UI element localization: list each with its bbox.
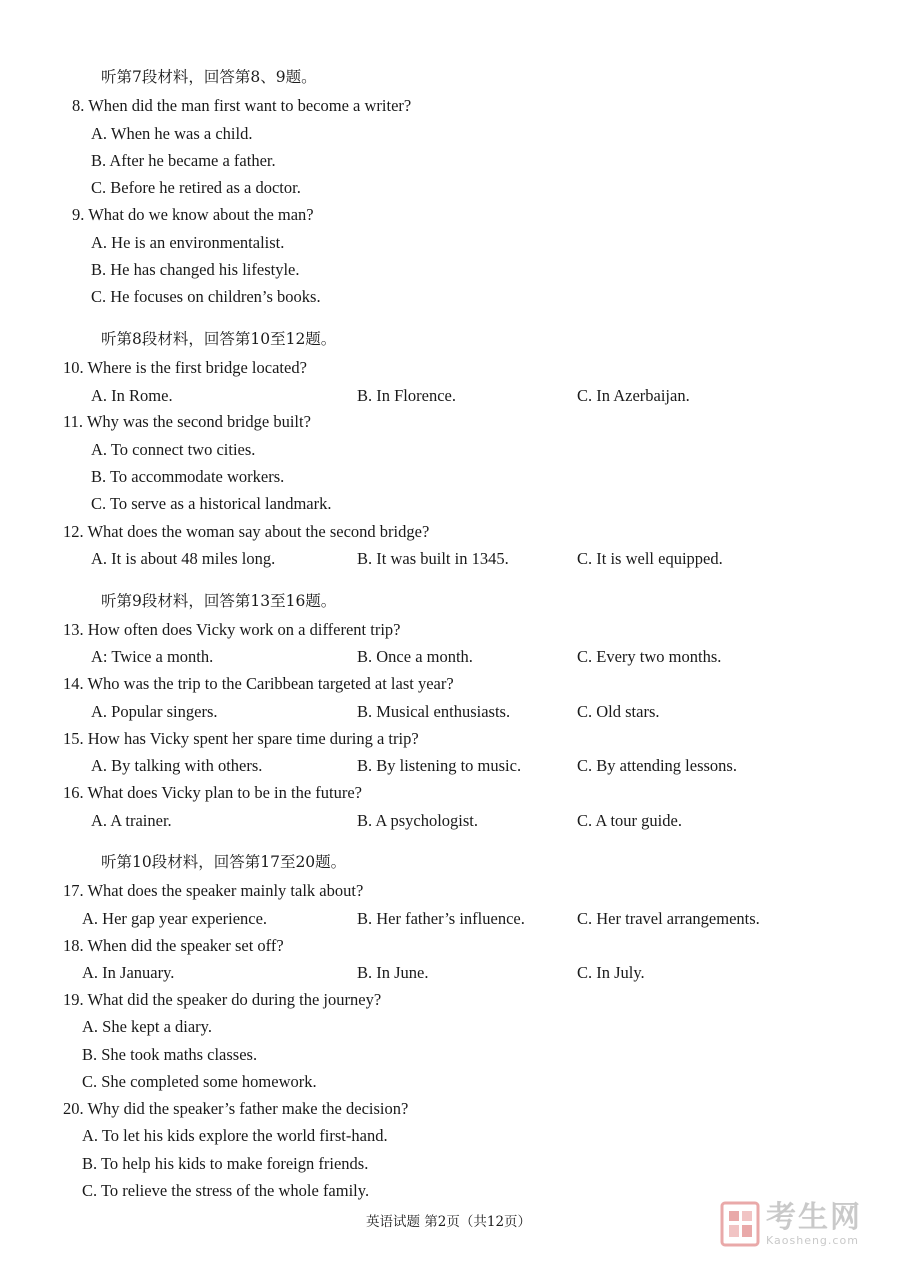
option: A. To connect two cities. bbox=[91, 440, 256, 459]
question-18: 18. When did the speaker set off? bbox=[63, 936, 284, 955]
page-footer: 英语试题 第2页（共12页） bbox=[366, 1214, 532, 1230]
option: B. Her father’s influence. bbox=[357, 909, 525, 928]
question-13: 13. How often does Vicky work on a different trip? bbox=[63, 620, 401, 639]
option: A. To let his kids explore the world first-hand. bbox=[82, 1126, 388, 1145]
option: A. A trainer. bbox=[91, 811, 172, 830]
option: B. Once a month. bbox=[357, 647, 473, 666]
question-12: 12. What does the woman say about the second bridge? bbox=[63, 522, 430, 541]
question-19: 19. What did the speaker do during the journey? bbox=[63, 990, 382, 1009]
option: A. Her gap year experience. bbox=[82, 909, 268, 928]
option: C. She completed some homework. bbox=[82, 1072, 317, 1091]
option: B. To accommodate workers. bbox=[91, 467, 285, 486]
option: B. He has changed his lifestyle. bbox=[91, 260, 300, 279]
option: B. It was built in 1345. bbox=[357, 549, 509, 568]
option: A. By talking with others. bbox=[91, 756, 263, 775]
option: A. Popular singers. bbox=[91, 702, 218, 721]
option: B. To help his kids to make foreign friends. bbox=[82, 1154, 369, 1173]
option: A. It is about 48 miles long. bbox=[91, 549, 276, 568]
option: C. Every two months. bbox=[577, 647, 722, 666]
option: C. Old stars. bbox=[577, 702, 660, 721]
question-16: 16. What does Vicky plan to be in the future? bbox=[63, 783, 362, 802]
section-heading: 听第10段材料，回答第17至20题。 bbox=[101, 853, 347, 871]
watermark-logo bbox=[720, 1201, 880, 1251]
option: A: Twice a month. bbox=[91, 647, 214, 666]
option: C. It is well equipped. bbox=[577, 549, 723, 568]
kaosheng-logo-icon bbox=[720, 1201, 760, 1247]
option: C. To relieve the stress of the whole family. bbox=[82, 1181, 370, 1200]
option: B. She took maths classes. bbox=[82, 1045, 258, 1064]
option: A. In Rome. bbox=[91, 386, 173, 405]
option: C. To serve as a historical landmark. bbox=[91, 494, 332, 513]
option: C. In Azerbaijan. bbox=[577, 386, 690, 405]
watermark-url: Kaosheng.com bbox=[766, 1234, 859, 1247]
question-20: 20. Why did the speaker’s father make the decision? bbox=[63, 1099, 409, 1118]
question-9: 9. What do we know about the man? bbox=[72, 205, 314, 224]
option: C. He focuses on children’s books. bbox=[91, 287, 321, 306]
question-14: 14. Who was the trip to the Caribbean targeted at last year? bbox=[63, 674, 454, 693]
question-8: 8. When did the man first want to become a writer? bbox=[72, 96, 412, 115]
option: A. In January. bbox=[82, 963, 175, 982]
option: B. After he became a father. bbox=[91, 151, 276, 170]
option: B. A psychologist. bbox=[357, 811, 479, 830]
option: C. Before he retired as a doctor. bbox=[91, 178, 301, 197]
option: B. Musical enthusiasts. bbox=[357, 702, 511, 721]
watermark-text: 考生网 bbox=[766, 1200, 862, 1235]
section-heading: 听第7段材料，回答第8、9题。 bbox=[101, 68, 317, 86]
option: B. In Florence. bbox=[357, 386, 456, 405]
option: C. Her travel arrangements. bbox=[577, 909, 760, 928]
option: C. A tour guide. bbox=[577, 811, 682, 830]
option: C. By attending lessons. bbox=[577, 756, 737, 775]
option: B. By listening to music. bbox=[357, 756, 522, 775]
question-10: 10. Where is the first bridge located? bbox=[63, 358, 307, 377]
option: B. In June. bbox=[357, 963, 429, 982]
question-17: 17. What does the speaker mainly talk about? bbox=[63, 881, 364, 900]
question-15: 15. How has Vicky spent her spare time during a trip? bbox=[63, 729, 419, 748]
option: A. When he was a child. bbox=[91, 124, 253, 143]
section-heading: 听第9段材料，回答第13至16题。 bbox=[101, 592, 337, 610]
option: A. She kept a diary. bbox=[82, 1017, 212, 1036]
question-11: 11. Why was the second bridge built? bbox=[63, 412, 311, 431]
section-heading: 听第8段材料，回答第10至12题。 bbox=[101, 330, 337, 348]
option: A. He is an environmentalist. bbox=[91, 233, 285, 252]
option: C. In July. bbox=[577, 963, 645, 982]
